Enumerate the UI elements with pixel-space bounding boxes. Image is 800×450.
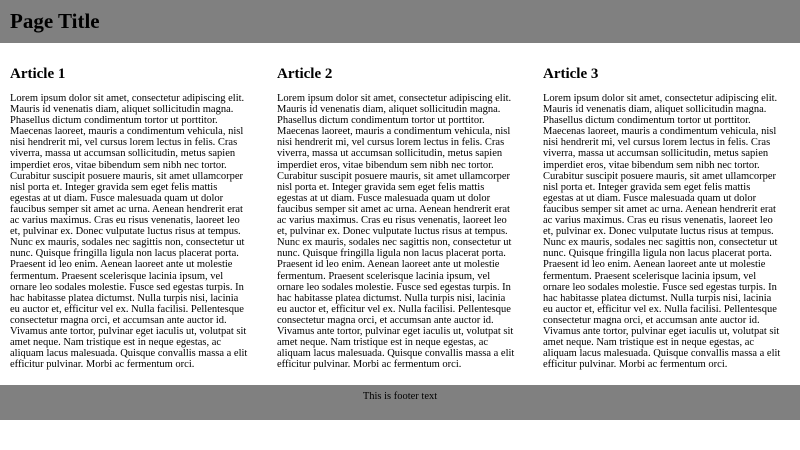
page-footer bbox=[0, 385, 800, 420]
article-title: Article 1 bbox=[10, 66, 66, 82]
article-body: Lorem ipsum dolor sit amet, consectetur adipiscing elit. Mauris id venenatis diam, aliquet sollicitudin magna. Phasellus dictum condimentum tortor ut porttitor. Maecenas laoreet, mauris a condimentum vehicula, nisl nisi hendrerit mi, vel cursus lorem lectus in felis. Cras viverra, massa ut accumsan sollicitudin, metus sapien imperdiet eros, vitae bibendum sem nibh nec tortor. Curabitur suscipit posuere mauris, sit amet ullamcorper nisl porta et. Integer gravida sem eget felis mattis egestas at ut diam. Fusce malesuada quam ut dolor faucibus semper sit amet ac urna. Aenean hendrerit erat ac varius maximus. Cras eu risus venenatis, laoreet leo et, pulvinar ex. Donec vulputate luctus risus at tempus. Nunc ex mauris, sodales nec sagittis non, consectetur ut nunc. Quisque fringilla ligula non lacus placerat porta. Praesent id leo enim. Aenean laoreet ante ut molestie fermentum. Praesent scelerisque lacinia ipsum, vel ornare leo sodales molestie. Fusce sed egestas turpis. In hac habitasse platea dictumst. Nulla turpis nisi, lacinia eu auctor et, efficitur vel ex. Nulla facilisi. Pellentesque consectetur magna orci, et accumsan ante auctor id. Vivamus ante tortor, pulvinar eget iaculis ut, volutpat sit amet neque. Nam tristique est in neque egestas, ac aliquam lacus malesuada. Quisque convallis massa a elit efficitur pulvinar. Morbi ac fermentum orci. bbox=[10, 93, 248, 371]
article-columns bbox=[0, 43, 800, 385]
article-title: Article 3 bbox=[543, 66, 599, 82]
article-title: Article 2 bbox=[277, 66, 333, 82]
page-header bbox=[0, 0, 800, 43]
article-body: Lorem ipsum dolor sit amet, consectetur adipiscing elit. Mauris id venenatis diam, aliquet sollicitudin magna. Phasellus dictum condimentum tortor ut porttitor. Maecenas laoreet, mauris a condimentum vehicula, nisl nisi hendrerit mi, vel cursus lorem lectus in felis. Cras viverra, massa ut accumsan sollicitudin, metus sapien imperdiet eros, vitae bibendum sem nibh nec tortor. Curabitur suscipit posuere mauris, sit amet ullamcorper nisl porta et. Integer gravida sem eget felis mattis egestas at ut diam. Fusce malesuada quam ut dolor faucibus semper sit amet ac urna. Aenean hendrerit erat ac varius maximus. Cras eu risus venenatis, laoreet leo et, pulvinar ex. Donec vulputate luctus risus at tempus. Nunc ex mauris, sodales nec sagittis non, consectetur ut nunc. Quisque fringilla ligula non lacus placerat porta. Praesent id leo enim. Aenean laoreet ante ut molestie fermentum. Praesent scelerisque lacinia ipsum, vel ornare leo sodales molestie. Fusce sed egestas turpis. In hac habitasse platea dictumst. Nulla turpis nisi, lacinia eu auctor et, efficitur vel ex. Nulla facilisi. Pellentesque consectetur magna orci, et accumsan ante auctor id. Vivamus ante tortor, pulvinar eget iaculis ut, volutpat sit amet neque. Nam tristique est in neque egestas, ac aliquam lacus malesuada. Quisque convallis massa a elit efficitur pulvinar. Morbi ac fermentum orci. bbox=[543, 93, 781, 371]
footer-text: This is footer text bbox=[362, 391, 438, 402]
article-body: Lorem ipsum dolor sit amet, consectetur adipiscing elit. Mauris id venenatis diam, aliquet sollicitudin magna. Phasellus dictum condimentum tortor ut porttitor. Maecenas laoreet, mauris a condimentum vehicula, nisl nisi hendrerit mi, vel cursus lorem lectus in felis. Cras viverra, massa ut accumsan sollicitudin, metus sapien imperdiet eros, vitae bibendum sem nibh nec tortor. Curabitur suscipit posuere mauris, sit amet ullamcorper nisl porta et. Integer gravida sem eget felis mattis egestas at ut diam. Fusce malesuada quam ut dolor faucibus semper sit amet ac urna. Aenean hendrerit erat ac varius maximus. Cras eu risus venenatis, laoreet leo et, pulvinar ex. Donec vulputate luctus risus at tempus. Nunc ex mauris, sodales nec sagittis non, consectetur ut nunc. Quisque fringilla ligula non lacus placerat porta. Praesent id leo enim. Aenean laoreet ante ut molestie fermentum. Praesent scelerisque lacinia ipsum, vel ornare leo sodales molestie. Fusce sed egestas turpis. In hac habitasse platea dictumst. Nulla turpis nisi, lacinia eu auctor et, efficitur vel ex. Nulla facilisi. Pellentesque consectetur magna orci, et accumsan ante auctor id. Vivamus ante tortor, pulvinar eget iaculis ut, volutpat sit amet neque. Nam tristique est in neque egestas, ac aliquam lacus malesuada. Quisque convallis massa a elit efficitur pulvinar. Morbi ac fermentum orci. bbox=[277, 93, 515, 371]
page-title: Page Title bbox=[10, 9, 100, 33]
